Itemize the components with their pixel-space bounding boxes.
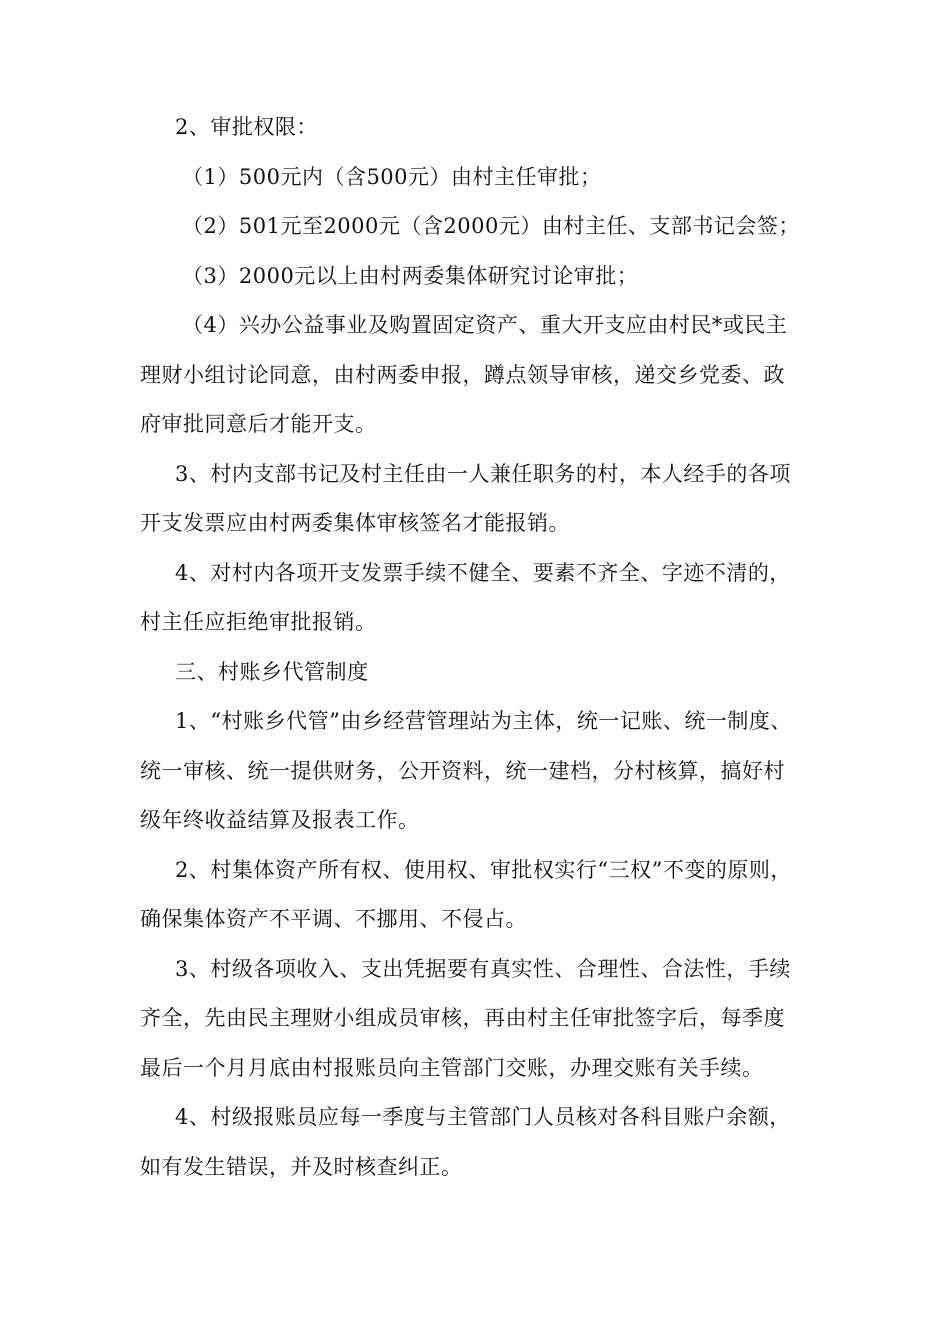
- section3-item-3-line-3: 最后一个月月底由村报账员向主管部门交账，办理交账有关手续。: [140, 1055, 764, 1080]
- section3-item-2-line-1: 2、村集体资产所有权、使用权、审批权实行“三权”不变的原则，: [175, 857, 792, 882]
- approval-item-4-line-3: 府审批同意后才能开支。: [140, 412, 377, 436]
- rule-4-line-2: 村主任应拒绝审批报销。: [140, 610, 377, 634]
- approval-item-4-line-2: 理财小组讨论同意，由村两委申报，蹲点领导审核，递交乡党委、政: [140, 362, 785, 387]
- section3-item-1-line-3: 级年终收益结算及报表工作。: [140, 808, 420, 832]
- approval-item-1: （1）500元内（含500元）由村主任审批；: [182, 164, 602, 189]
- approval-item-4-line-1: （4）兴办公益事业及购置固定资产、重大开支应由村民*或民主: [182, 313, 788, 337]
- section3-item-3-line-2: 齐全，先由民主理财小组成员审核，再由村主任审批签字后，每季度: [140, 1006, 785, 1030]
- section3-item-2-line-2: 确保集体资产不平调、不挪用、不侵占。: [140, 907, 527, 931]
- rule-3-line-1: 3、村内支部书记及村主任由一人兼任职务的村，本人经手的各项: [175, 461, 791, 486]
- section3-item-4-line-2: 如有发生错误，并及时核查纠正。: [140, 1154, 463, 1179]
- approval-item-3: （3）2000元以上由村两委集体研究讨论审批；: [182, 263, 639, 288]
- section3-item-4-line-1: 4、村级报账员应每一季度与主管部门人员核对各科目账户余额，: [175, 1105, 791, 1129]
- rule-4-line-1: 4、对村内各项开支发票手续不健全、要素不齐全、字迹不清的，: [175, 560, 791, 585]
- section3-item-1-line-2: 统一审核、统一提供财务，公开资料，统一建档，分村核算，搞好村: [140, 758, 785, 783]
- section3-item-1-line-1: 1、“村账乡代管”由乡经营管理站为主体，统一记账、统一制度、: [175, 709, 792, 733]
- rule-3-line-2: 开支发票应由村两委集体审核签名才能报销。: [140, 511, 570, 535]
- section-heading-village-accounts: 三、村账乡代管制度: [175, 659, 369, 684]
- document-body: [140, 103, 820, 1192]
- section3-item-3-line-1: 3、村级各项收入、支出凭据要有真实性、合理性、合法性，手续: [175, 956, 791, 981]
- approval-item-2: （2）501元至2000元（含2000元）由村主任、支部书记会签；: [182, 214, 800, 238]
- heading-approval-authority: 2、审批权限：: [175, 115, 318, 139]
